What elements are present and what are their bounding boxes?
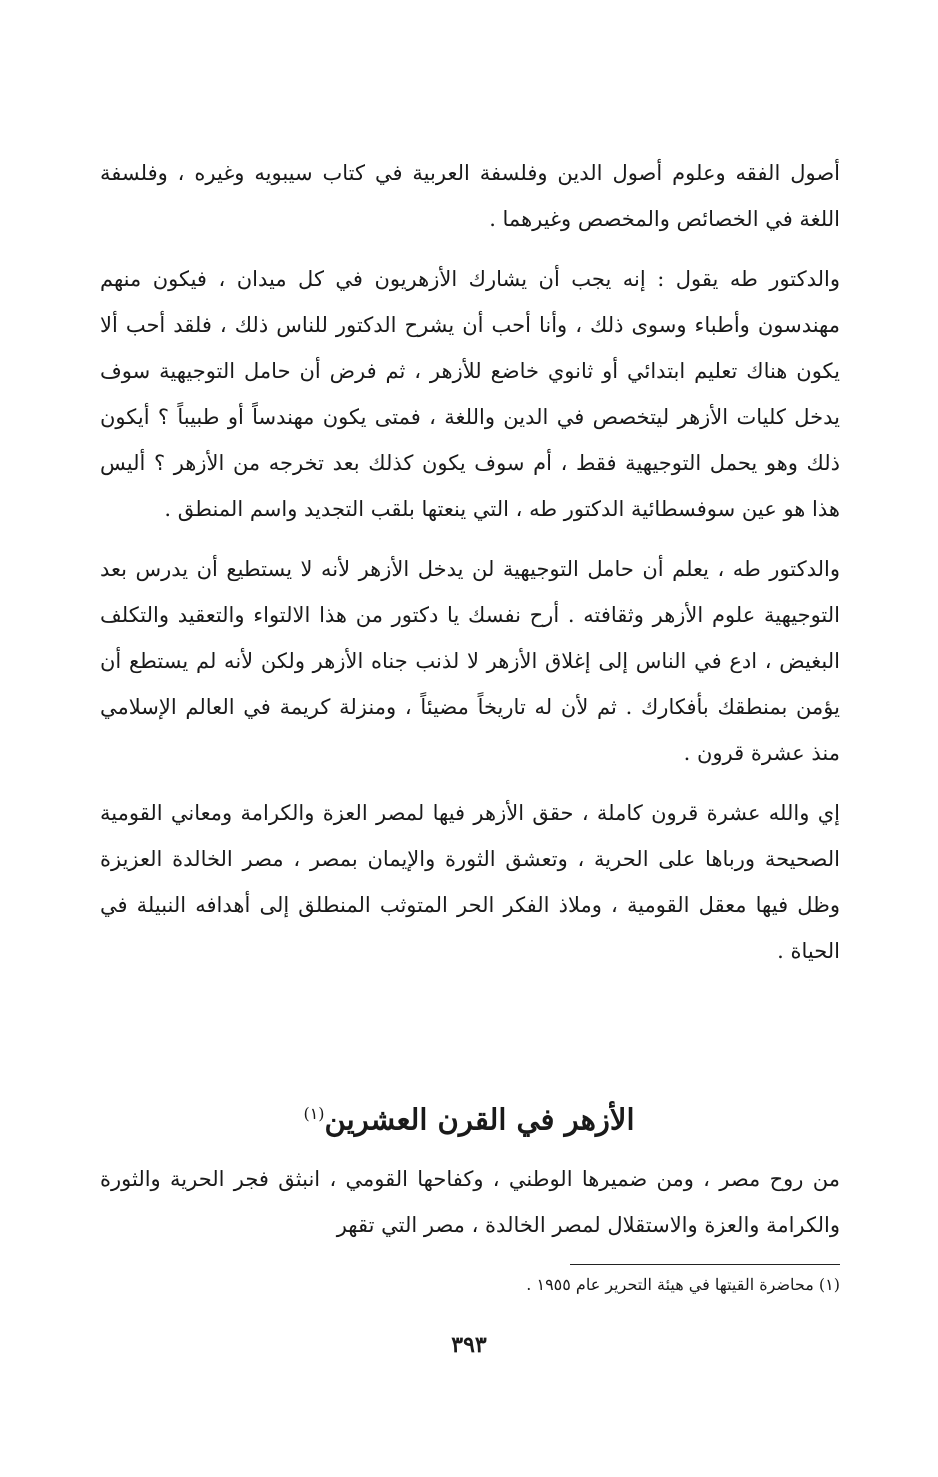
section-title: الأزهر في القرن العشرين	[324, 1102, 635, 1137]
page-number: ٣٩٣	[451, 1332, 487, 1358]
paragraph-3: والدكتور طه ، يعلم أن حامل التوجيهية لن يدخل الأزهر لأنه لا يستطيع أن يدرس بعد التوجيهية علوم الأزهر وثقافته . أرح نفسك يا دكتور من هذا الالتواء والتعقيد والتكلف البغيض ، ادع في الناس إلى إغلاق الأزهر لا لذنب جناه الأزهر ولكن لأنه لم يستطع أن يؤمن بمنطقك بأفكارك . ثم لأن له تاريخاً مضيئاً ، ومنزلة كريمة في العالم الإسلامي منذ عشرة قرون .	[100, 557, 840, 765]
body-text-top	[100, 150, 840, 974]
paragraph-2: والدكتور طه يقول : إنه يجب أن يشارك الأزهريون في كل ميدان ، فيكون منهم مهندسون وأطباء وسوى ذلك ، وأنا أحب أن يشرح الدكتور للناس ذلك ، فلقد أحب ألا يكون هناك تعليم ابتدائي أو ثانوي خاضع للأزهر ، ثم فرض أن حامل التوجيهية سوف يدخل كليات الأزهر ليتخصص في الدين واللغة ، فمتى يكون مهندساً أو طبيباً ؟ أيكون ذلك وهو يحمل التوجيهية فقط ، أم سوف يكون كذلك بعد تخرجه من الأزهر ؟ أليس هذا هو عين سوفسطائية الدكتور طه ، التي ينعتها بلقب التجديد واسم المنطق .	[100, 267, 840, 521]
footnote-divider	[570, 1264, 840, 1265]
footnote: (١) محاضرة القيتها في هيئة التحرير عام ١٩٥٥ .	[526, 1275, 840, 1294]
paragraph-4: إي والله عشرة قرون كاملة ، حقق الأزهر فيها لمصر العزة والكرامة ومعاني القومية الصحيحة ورباها على الحرية ، وتعشق الثورة والإيمان بمصر ، مصر الخالدة العزيزة وظل فيها معقل القومية ، وملاذ الفكر الحر المتوثب المنطلق إلى أهدافه النبيلة في الحياة .	[100, 801, 840, 963]
paragraph-1: أصول الفقه وعلوم أصول الدين وفلسفة العربية في كتاب سيبويه وغيره ، وفلسفة اللغة في الخصائص والمخصص وغيرهما .	[100, 161, 840, 231]
body-text-bottom	[100, 1156, 840, 1248]
section-heading	[0, 1092, 938, 1142]
footnote-reference: (١)	[303, 1104, 325, 1123]
section-paragraph: من روح مصر ، ومن ضميرها الوطني ، وكفاحها القومي ، انبثق فجر الحرية والثورة والكرامة والعزة والاستقلال لمصر الخالدة ، مصر التي تقهر	[100, 1167, 840, 1237]
